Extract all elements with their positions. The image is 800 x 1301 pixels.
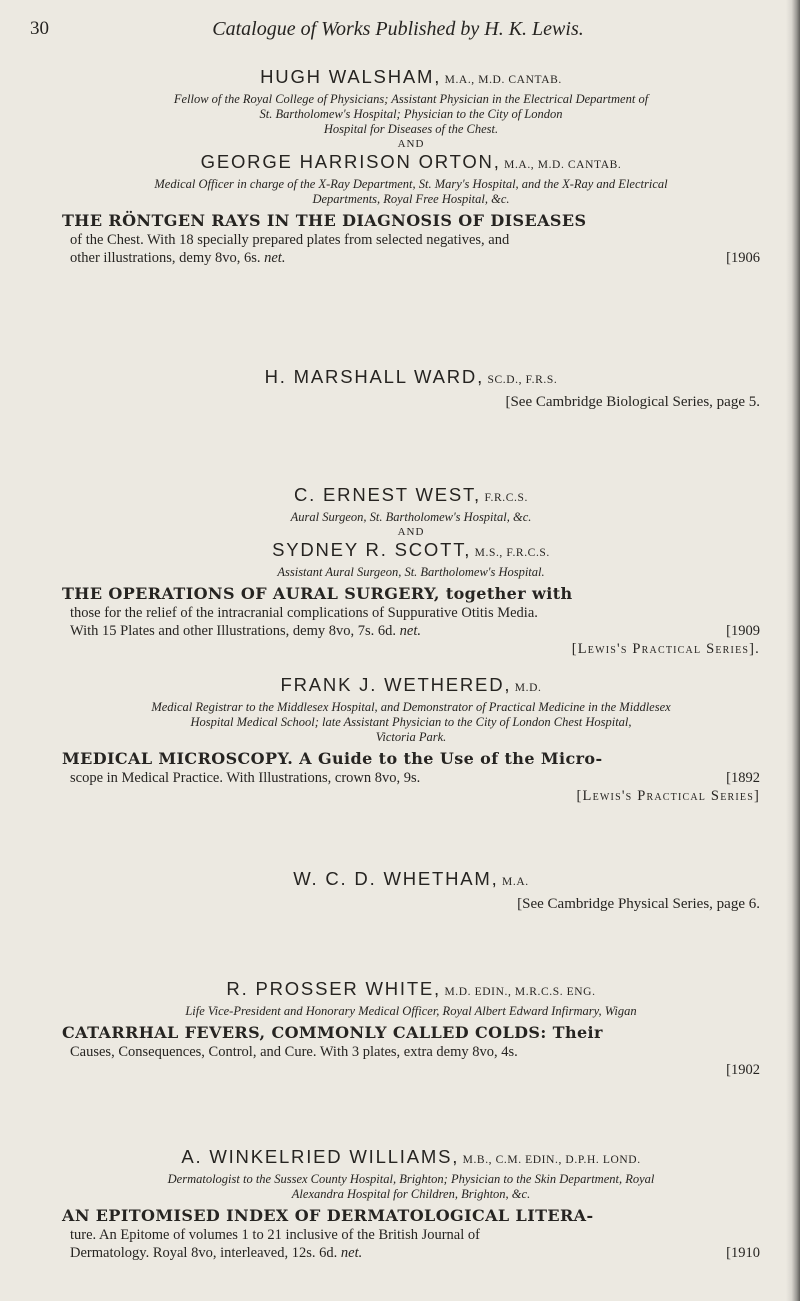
desc-line: Hospital Medical School; late Assistant Physician to the City of London Chest Hospital, xyxy=(190,715,632,729)
running-head xyxy=(30,18,766,48)
publication-year: [1906 xyxy=(726,250,760,266)
author-name: C. ERNEST WEST, xyxy=(293,484,481,505)
author-heading xyxy=(62,978,760,1003)
entry-marshall-ward xyxy=(62,366,760,412)
desc-line: Life Vice-President and Honorary Medical Officer, Royal Albert Edward Infirmary, Wigan xyxy=(185,1004,637,1018)
author-degrees: M.D. xyxy=(511,682,542,694)
cross-reference: [See Cambridge Physical Series, page 6. xyxy=(517,896,760,912)
book-desc-text xyxy=(70,622,421,640)
book-title-main: CATARRHAL FEVERS, COMMONLY CALLED COLDS: xyxy=(62,1023,547,1042)
desc-line: St. Bartholomew's Hospital; Physician to the City of London xyxy=(259,107,563,121)
running-title: Catalogue of Works Published by H. K. Lewis. xyxy=(212,18,584,40)
entry-prosser-white xyxy=(62,978,760,1079)
coauthor-degrees: M.S., F.R.C.S. xyxy=(471,547,550,559)
publication-year: [1909 xyxy=(726,623,760,639)
entry-wethered xyxy=(62,674,760,805)
author-heading xyxy=(62,366,760,391)
book-title xyxy=(62,749,760,769)
page-edge-shadow xyxy=(786,0,800,1301)
book-title xyxy=(62,1023,760,1043)
coauthor-name: SYDNEY R. SCOTT, xyxy=(272,539,472,560)
series-text: [Lewis's Practical Series] xyxy=(576,788,760,804)
author-description xyxy=(62,700,760,745)
and-label: AND xyxy=(397,526,425,538)
book-title-tail: Their xyxy=(546,1023,603,1042)
coauthor-heading xyxy=(62,539,760,564)
book-description-last xyxy=(62,1244,760,1262)
publication-year: [1902 xyxy=(726,1062,760,1078)
publication-year: [1910 xyxy=(726,1245,760,1261)
coauthor-description xyxy=(62,565,760,580)
book-desc-text xyxy=(70,249,285,267)
net-label: net. xyxy=(396,623,421,639)
book-desc-last-text: With 15 Plates and other Illustrations, demy 8vo, 7s. 6d. xyxy=(70,623,397,639)
entry-west-scott xyxy=(62,484,760,658)
author-heading xyxy=(62,1146,760,1171)
book-title: THE RÖNTGEN RAYS IN THE DIAGNOSIS OF DISEASES xyxy=(62,211,587,230)
coauthor-description xyxy=(62,177,760,207)
author-heading xyxy=(62,484,760,509)
author-degrees: M.A., M.D. CANTAB. xyxy=(441,74,562,86)
author-name: FRANK J. WETHERED, xyxy=(280,674,512,695)
book-desc-last-text: scope in Medical Practice. With Illustrations, crown 8vo, 9s. xyxy=(70,770,421,786)
book-description-last xyxy=(62,769,760,787)
desc-line: Victoria Park. xyxy=(375,730,447,744)
author-degrees: M.B., C.M. EDIN., D.P.H. LOND. xyxy=(459,1154,641,1166)
net-label: net. xyxy=(260,250,286,266)
author-description xyxy=(62,1004,760,1019)
book-desc-last-text: other illustrations, demy 8vo, 6s. xyxy=(70,250,261,266)
book-desc-text xyxy=(70,1244,362,1262)
book-title-tail: A Guide to the Use of the Micro- xyxy=(293,749,603,768)
author-name: HUGH WALSHAM, xyxy=(260,66,442,87)
author-degrees: SC.D., F.R.S. xyxy=(484,374,558,386)
publication-year: [1892 xyxy=(726,770,760,786)
author-name: R. PROSSER WHITE, xyxy=(226,978,441,999)
author-description xyxy=(62,1172,760,1202)
desc-line: Assistant Aural Surgeon, St. Bartholomew's Hospital. xyxy=(277,565,545,579)
coauthor-name: GEORGE HARRISON ORTON, xyxy=(200,151,501,172)
book-description: ture. An Epitome of volumes 1 to 21 inclusive of the British Journal of xyxy=(70,1227,480,1243)
desc-line: Fellow of the Royal College of Physicians; Assistant Physician in the Electrical Department of xyxy=(173,92,649,106)
desc-line: Aural Surgeon, St. Bartholomew's Hospital, &c. xyxy=(290,510,532,524)
book-description: those for the relief of the intracranial complications of Suppurative Otitis Media. xyxy=(70,605,538,621)
coauthor-degrees: M.A., M.D. CANTAB. xyxy=(500,159,622,171)
cross-reference: [See Cambridge Biological Series, page 5. xyxy=(505,394,760,410)
book-description-last xyxy=(62,249,760,267)
book-title xyxy=(62,584,760,604)
desc-line: Departments, Royal Free Hospital, &c. xyxy=(312,192,510,206)
author-heading xyxy=(62,66,760,91)
desc-line: Dermatologist to the Sussex County Hospital, Brighton; Physician to the Skin Department, Royal xyxy=(167,1172,655,1186)
book-title: AN EPITOMISED INDEX OF DERMATOLOGICAL LITERA- xyxy=(62,1206,594,1225)
net-label: net. xyxy=(337,1245,363,1261)
book-title-main: MEDICAL MICROSCOPY. xyxy=(62,749,294,768)
book-title-main: THE OPERATIONS OF AURAL SURGERY, xyxy=(62,584,440,603)
series-note xyxy=(62,640,760,658)
book-description: of the Chest. With 18 specially prepared plates from selected negatives, and xyxy=(70,232,510,248)
author-name: H. MARSHALL WARD, xyxy=(264,366,485,387)
book-title-tail: together with xyxy=(439,584,573,603)
entry-whetham xyxy=(62,868,760,914)
author-degrees: F.R.C.S. xyxy=(481,492,528,504)
and-label: AND xyxy=(397,138,425,150)
desc-line: Hospital for Diseases of the Chest. xyxy=(323,122,499,136)
book-description: Causes, Consequences, Control, and Cure. With 3 plates, extra demy 8vo, 4s. xyxy=(70,1044,518,1060)
book-description-last xyxy=(62,622,760,640)
entry-walsham-orton xyxy=(62,66,760,267)
author-heading xyxy=(62,868,760,893)
coauthor-heading xyxy=(62,151,760,176)
author-degrees: M.A. xyxy=(498,876,529,888)
desc-line: Medical Officer in charge of the X-Ray Department, St. Mary's Hospital, and the X-Ray and Electrical xyxy=(154,177,668,191)
author-description xyxy=(62,510,760,525)
page-number: 30 xyxy=(30,18,49,39)
book-desc-last-text: Dermatology. Royal 8vo, interleaved, 12s. 6d. xyxy=(70,1245,338,1261)
author-degrees: M.D. EDIN., M.R.C.S. ENG. xyxy=(441,986,596,998)
series-note xyxy=(62,787,760,805)
series-text: [Lewis's Practical Series]. xyxy=(571,641,760,657)
author-name: A. WINKELRIED WILLIAMS, xyxy=(181,1146,460,1167)
desc-line: Medical Registrar to the Middlesex Hospital, and Demonstrator of Practical Medicine in the Middlesex xyxy=(151,700,671,714)
desc-line: Alexandra Hospital for Children, Brighton, &c. xyxy=(291,1187,531,1201)
author-description xyxy=(62,92,760,137)
author-heading xyxy=(62,674,760,699)
entry-winkelried-williams xyxy=(62,1146,760,1262)
author-name: W. C. D. WHETHAM, xyxy=(293,868,499,889)
